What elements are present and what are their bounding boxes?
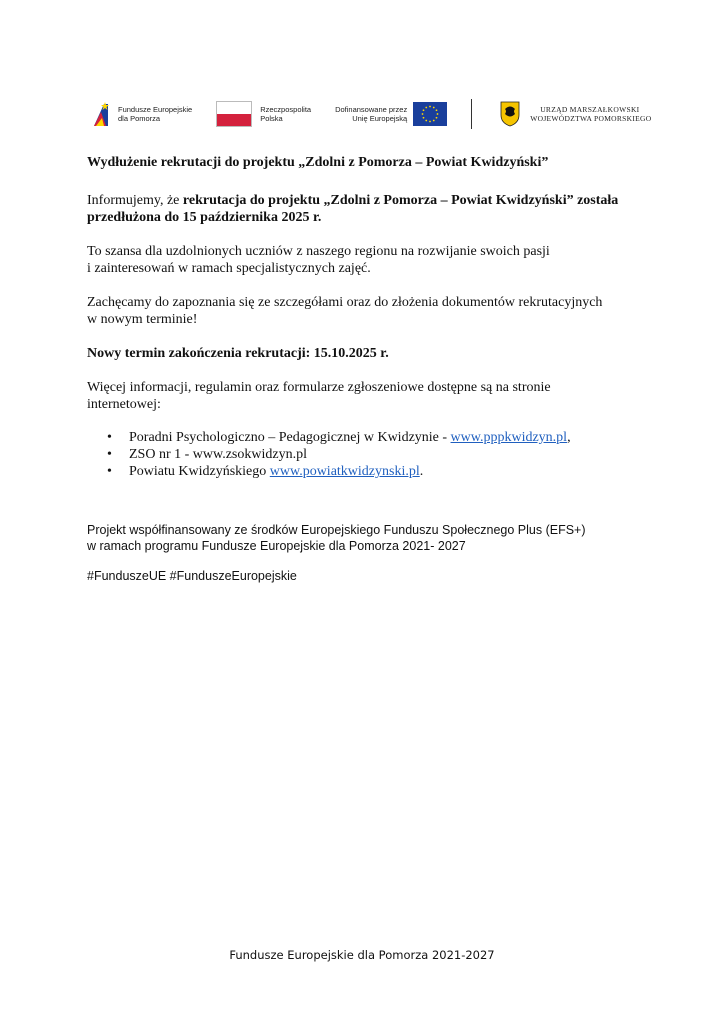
eu-star-icon — [429, 106, 431, 108]
hashtags: #FunduszeUE #FunduszeEuropejskie — [87, 569, 297, 583]
eu-star-icon — [436, 117, 438, 119]
encourage-line1: Zachęcamy do zapoznania się ze szczegółami oraz do złożenia dokumentów rekrutacyjnych — [87, 295, 603, 310]
cofinancing-note — [87, 522, 647, 554]
list-item — [87, 429, 647, 446]
eu-flag-icon — [413, 102, 447, 126]
link-item-text: Powiatu Kwidzyńskiego — [129, 464, 270, 479]
rp-logo-group — [192, 101, 311, 127]
document-heading: Wydłużenie rekrutacji do projektu „Zdolni z Pomorza – Powiat Kwidzyński” — [87, 155, 549, 170]
eu-star-icon — [423, 117, 425, 119]
eu-star-icon — [433, 107, 435, 109]
eu-star-icon — [426, 120, 428, 122]
link-item-text: Poradni Psychologiczno – Pedagogicznej w Kwidzynie - — [129, 430, 451, 445]
chance-paragraph — [87, 243, 647, 277]
eu-star-icon — [437, 113, 439, 115]
list-item — [87, 446, 647, 463]
cofinancing-line1: Projekt współfinansowany ze środków Europejskiego Funduszu Społecznego Plus (EFS+) — [87, 523, 586, 537]
rp-line1: Rzeczpospolita — [260, 105, 312, 114]
eu-star-icon — [423, 109, 425, 111]
poland-flag-icon — [216, 101, 252, 127]
eu-star-icon — [429, 121, 431, 123]
more-info-paragraph — [87, 379, 647, 413]
bullet-icon: • — [107, 464, 112, 479]
cofinancing-line2: w ramach programu Fundusze Europejskie dla Pomorza 2021- 2027 — [87, 539, 466, 553]
eu-line1: Dofinansowane przez — [335, 105, 408, 114]
fe-logo-text — [118, 105, 192, 123]
link-item-suffix: , — [567, 430, 571, 445]
encourage-line2: w nowym terminie! — [87, 312, 198, 327]
bullet-icon: • — [107, 447, 112, 462]
document-body — [87, 154, 647, 480]
more-line1: Więcej informacji, regulamin oraz formularze zgłoszeniowe dostępne są na stronie — [87, 380, 551, 395]
info-bold: rekrutacja do projektu „Zdolni z Pomorza – Powiat Kwidzyński” została przedłużona do 15 października 2025 r. — [87, 193, 619, 225]
eu-line2: Unię Europejską — [352, 114, 408, 123]
info-prefix: Informujemy, że — [87, 193, 183, 208]
powiatkwidzynski-link[interactable]: www.powiatkwidzynski.pl — [269, 464, 420, 479]
eu-star-icon — [426, 107, 428, 109]
link-item-suffix: . — [419, 464, 424, 479]
rp-logo-text — [260, 105, 311, 123]
logo-divider — [471, 99, 472, 129]
chance-line2: i zainteresowań w ramach specjalistycznych zajęć. — [87, 261, 371, 276]
eu-star-icon — [422, 113, 424, 115]
chance-line1: To szansa dla uzdolnionych uczniów z naszego regionu na rozwijanie swoich pasji — [87, 244, 550, 259]
fe-line2: dla Pomorza — [118, 114, 161, 123]
more-line2: internetowej: — [87, 397, 161, 412]
pppkwidzyn-link[interactable]: www.pppkwidzyn.pl — [450, 430, 568, 445]
fe-line1: Fundusze Europejskie — [118, 105, 193, 114]
page-footer: Fundusze Europejskie dla Pomorza 2021-2027 — [229, 948, 495, 962]
eu-star-icon — [433, 120, 435, 122]
encourage-paragraph — [87, 294, 647, 328]
info-paragraph — [87, 192, 647, 226]
eu-logo-group — [311, 102, 447, 126]
urzad-line1: URZĄD MARSZAŁKOWSKI — [540, 105, 640, 114]
list-item — [87, 463, 647, 480]
link-item-text: ZSO nr 1 - www.zsokwidzyn.pl — [129, 447, 307, 462]
pomorskie-crest-icon — [500, 101, 520, 127]
urzad-logo-group — [500, 101, 651, 127]
bullet-icon: • — [107, 430, 112, 445]
deadline-paragraph: Nowy termin zakończenia rekrutacji: 15.10.2025 r. — [87, 346, 389, 361]
fundusze-europejskie-logo-icon — [92, 100, 114, 128]
fe-logo-group — [92, 100, 192, 128]
rp-line2: Polska — [260, 114, 283, 123]
urzad-line2: WOJEWÓDZTWA POMORSKIEGO — [530, 114, 652, 123]
links-list — [87, 429, 647, 480]
logo-bar — [92, 96, 662, 132]
eu-star-icon — [436, 109, 438, 111]
eu-logo-text — [335, 105, 407, 123]
urzad-logo-text — [530, 105, 651, 123]
